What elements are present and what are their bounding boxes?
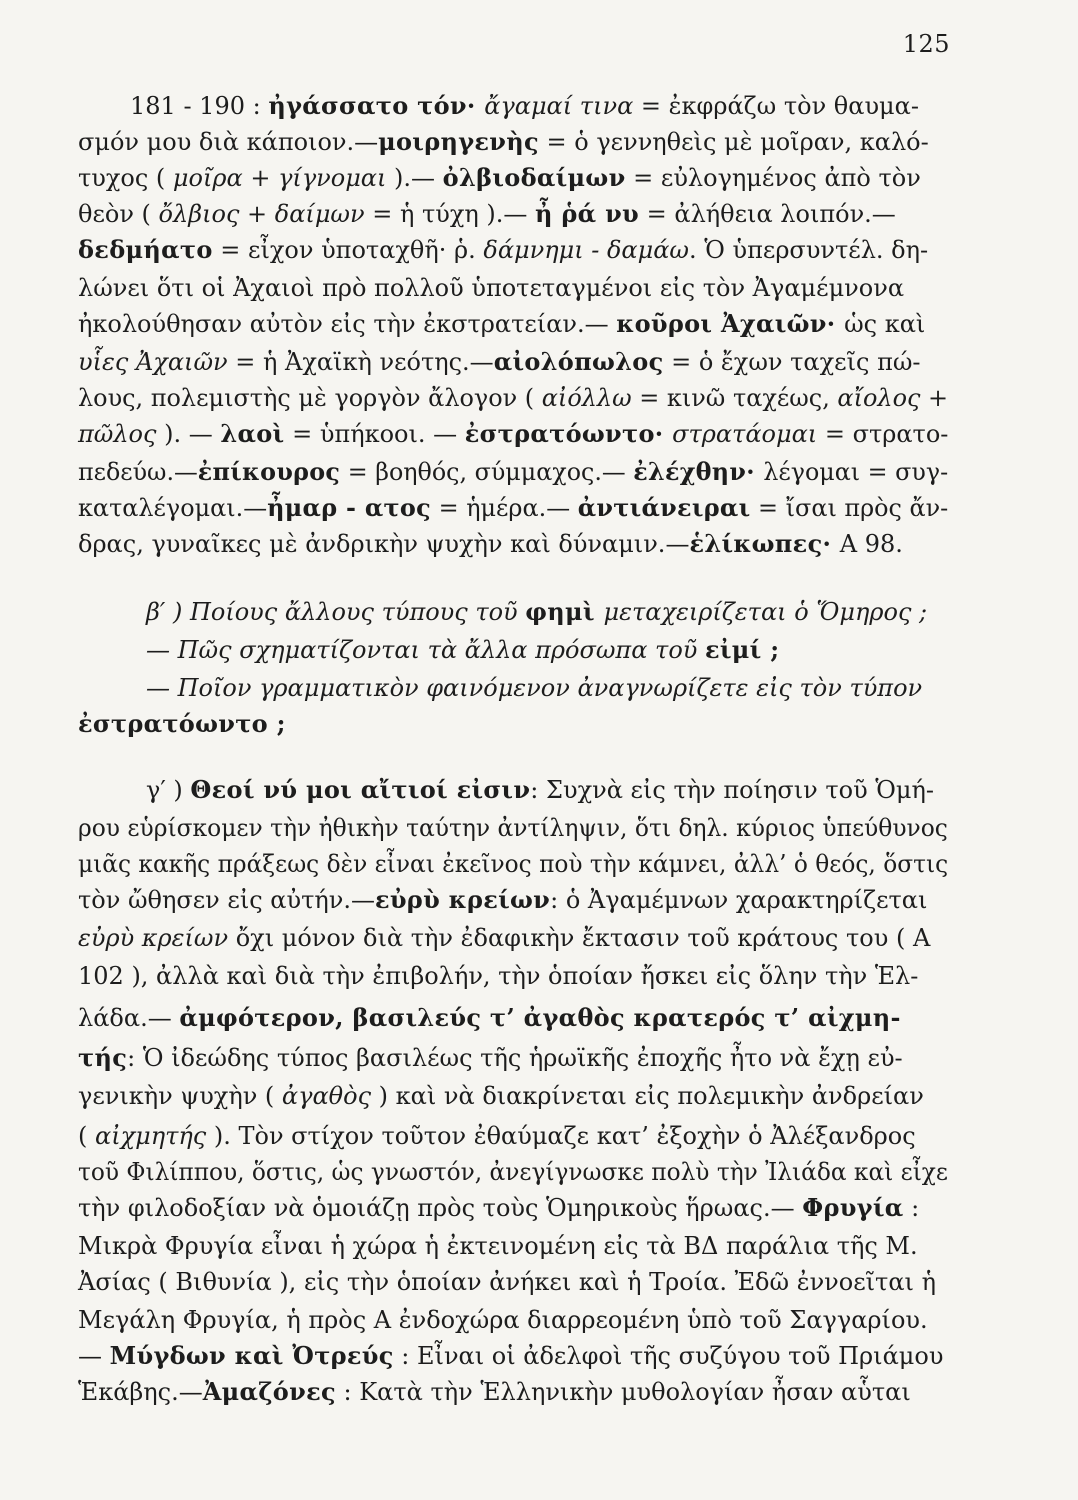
text-segment: = εὐλογημένος ἀπὸ τὸν (625, 164, 921, 192)
bold-term: τής (78, 1043, 128, 1072)
text-segment: ). — (156, 420, 221, 448)
text-line (78, 454, 948, 490)
bold-term: αἰολόπωλος (493, 347, 664, 376)
text-segment: 102 ), ἀλλὰ καὶ διὰ τὴν ἐπιβολήν, τὴν ὁποίαν ἤσκει εἰς ὅλην τὴν Ἑλ- (78, 962, 919, 990)
text-segment: ). Τὸν στίχον τοῦτον ἐθαύμαζε κατ’ ἐξοχὴν ὁ Ἀλέξανδρος (206, 1122, 916, 1150)
bold-term: Θεοί νύ μοι αἴτιοί εἰσιν (190, 775, 531, 804)
text-segment: λους, πολεμιστὴς μὲ γοργὸν ἄλογον ( (78, 384, 542, 412)
text-segment: μιᾶς κακῆς πράξεως δὲν εἶναι ἐκεῖνος ποὺ τὴν κάμνει, ἀλλ’ ὁ θεός, ὅστις (78, 850, 949, 878)
italic-text: αἴολος + (837, 384, 949, 412)
bold-term: εὐρὺ κρείων (374, 885, 551, 914)
italic-text: πῶλος (78, 420, 157, 448)
text-line (78, 160, 921, 196)
text-segment: = ἐκφράζω τὸν θαυμα- (633, 92, 919, 120)
text-segment: σμόν μου διὰ κάποιον.— (78, 128, 379, 156)
italic-text: — Ποῖον γραμματικὸν φαινόμενον ἀναγνωρίζετε εἰς τὸν τύπον (146, 674, 923, 702)
bold-term: Φρυγία (802, 1193, 904, 1222)
text-line (78, 882, 927, 918)
text-segment: ).— (386, 164, 443, 192)
italic-text: ὄλβιος + δαίμων (158, 200, 365, 228)
text-segment: θεὸν ( (78, 200, 159, 228)
text-line (146, 594, 927, 630)
text-segment: = ἡ Ἀχαϊκὴ νεότης.— (227, 348, 494, 376)
text-line (78, 344, 921, 380)
text-segment: λέγομαι = συγ- (763, 458, 949, 486)
text-line (78, 1154, 948, 1190)
bold-term: ἀντιάνειραι (577, 493, 751, 522)
bold-term: ἦμαρ - ατος (267, 493, 432, 522)
text-segment: . Ὁ ὑπερσυντέλ. δη- (689, 236, 929, 264)
bold-term: εἰμί ; (704, 635, 780, 664)
text-segment: = στρατο- (817, 420, 949, 448)
bold-term: Ἀμαζόνες (202, 1377, 336, 1406)
text-line (78, 306, 925, 342)
text-line (78, 124, 929, 160)
bold-term: μοιρηγενὴς (378, 127, 539, 156)
text-line (78, 380, 948, 416)
text-segment: = ἡμέρα.— (431, 494, 578, 522)
text-line (78, 416, 948, 452)
text-segment: : Ὁ ἰδεώδης τύπος βασιλέως τῆς ἡρωϊκῆς ἐποχῆς ἦτο νὰ ἔχῃ εὐ- (127, 1044, 903, 1072)
text-segment: : Εἶναι οἱ ἀδελφοὶ τῆς συζύγου τοῦ Πριάμου (393, 1342, 944, 1370)
text-segment: πεδεύω.— (78, 458, 198, 486)
text-segment: = κινῶ ταχέως, (631, 384, 838, 412)
text-segment: ἠκολούθησαν αὐτὸν εἰς τὴν ἐκστρατείαν.— (78, 310, 617, 338)
bold-term: λαοὶ (220, 419, 285, 448)
text-segment: = ὁ ἔχων ταχεῖς πώ- (663, 348, 921, 376)
text-line (146, 670, 922, 706)
italic-text: μοῖρα + γίγνομαι (172, 164, 387, 192)
text-line (78, 1374, 911, 1410)
text-segment: : (903, 1194, 920, 1222)
text-segment: ( (78, 1122, 95, 1150)
italic-text: δάμνημι - δαμάω (483, 236, 690, 264)
bold-term: ἦ ῥά νυ (535, 199, 639, 228)
text-segment: καταλέγομαι.— (78, 494, 268, 522)
text-line (78, 958, 918, 994)
text-segment: τυχος ( (78, 164, 173, 192)
bold-term: ἀμφότερον, βασιλεύς τ’ ἀγαθὸς κρατερός τ’ αἰχμη- (179, 1003, 901, 1032)
text-segment: γενικὴν ψυχὴν ( (78, 1082, 282, 1110)
italic-text: ἀγαθὸς (281, 1082, 372, 1110)
text-line (78, 1040, 903, 1076)
text-segment: τοῦ Φιλίππου, ὅστις, ὡς γνωστόν, ἀνεγίγνωσκε πολὺ τὴν Ἰλιάδα καὶ εἶχε (78, 1158, 948, 1186)
text-line (146, 772, 934, 808)
text-segment: τὸν ὤθησεν εἰς αὐτήν.— (78, 886, 375, 914)
text-line (78, 1228, 918, 1264)
text-line (78, 810, 948, 846)
text-segment: : Συχνὰ εἰς τὴν ποίησιν τοῦ Ὁμή- (530, 776, 935, 804)
bold-term: ἐστρατόωντο· (464, 419, 673, 448)
italic-text: — Πῶς σχηματίζονται τὰ ἄλλα πρόσωπα τοῦ (146, 636, 705, 664)
text-line (78, 1190, 919, 1226)
text-line (78, 196, 896, 232)
text-segment: = ἴσαι πρὸς ἄν- (750, 494, 949, 522)
text-line (78, 846, 948, 882)
italic-text: εὐρὺ κρείων (78, 924, 229, 952)
text-line (78, 526, 903, 562)
text-segment: Α 98. (839, 530, 903, 558)
text-segment: = βοηθός, σύμμαχος.— (340, 458, 634, 486)
italic-text: β′ ) Ποίους ἄλλους τύπους τοῦ (146, 598, 526, 626)
text-segment: = ἡ τύχη ).— (364, 200, 535, 228)
text-line (78, 1078, 924, 1114)
text-segment: Μικρὰ Φρυγία εἶναι ἡ χώρα ἡ ἐκτεινομένη εἰς τὰ ΒΔ παράλια τῆς Μ. (78, 1232, 918, 1260)
text-segment: : Κατὰ τὴν Ἑλληνικὴν μυθολογίαν ἦσαν αὗται (335, 1378, 911, 1406)
text-segment: : ὁ Ἀγαμέμνων χαρακτηρίζεται (550, 886, 928, 914)
bold-term: Μύγδων καὶ Ὀτρεύς (109, 1341, 394, 1370)
italic-text: μεταχειρίζεται ὁ Ὅμηρος ; (603, 598, 928, 626)
text-segment: 181 - 190 : (130, 92, 269, 120)
italic-text: ἄγαμαί τινα (484, 92, 634, 120)
text-segment: ρου εὑρίσκομεν τὴν ἠθικὴν ταύτην ἀντίληψιν, ὅτι δηλ. κύριος ὑπεύθυνος (78, 814, 948, 842)
text-line (78, 920, 930, 956)
bold-term: κοῦροι Ἀχαιῶν· (616, 309, 845, 338)
text-segment: Ἀσίας ( Βιθυνία ), εἰς τὴν ὁποίαν ἀνήκει καὶ ἡ Τροία. Ἐδῶ ἐννοεῖται ἡ (78, 1268, 936, 1296)
page-number: 125 (902, 30, 950, 58)
text-segment: — (78, 1342, 110, 1370)
text-line (78, 1302, 928, 1338)
text-segment: ὄχι μόνον διὰ τὴν ἐδαφικὴν ἔκτασιν τοῦ κράτους του ( Α (228, 924, 931, 952)
text-line (78, 490, 948, 526)
bold-term: ἑλίκωπες· (689, 529, 840, 558)
text-line (78, 1000, 901, 1036)
text-segment: Ἑκάβης.— (78, 1378, 203, 1406)
text-line (78, 1264, 936, 1300)
text-segment: λώνει ὅτι οἱ Ἀχαιοὶ πρὸ πολλοῦ ὑποτεταγμένοι εἰς τὸν Ἀγαμέμνονα (78, 274, 905, 302)
text-segment: δρας, γυναῖκες μὲ ἀνδρικὴν ψυχὴν καὶ δύναμιν.— (78, 530, 690, 558)
text-line (130, 88, 919, 124)
text-segment: = ὁ γεννηθεὶς μὲ μοῖραν, καλό- (538, 128, 929, 156)
text-segment: γ′ ) (146, 776, 191, 804)
italic-text: αἰχμητής (95, 1122, 207, 1150)
bold-term: ἐστρατόωντο ; (78, 709, 286, 738)
text-line (78, 706, 286, 742)
text-line (146, 632, 779, 668)
text-line (78, 1118, 916, 1154)
italic-text: υἷες Ἀχαιῶν (78, 348, 228, 376)
text-segment: ) καὶ νὰ διακρίνεται εἰς πολεμικὴν ἀνδρείαν (371, 1082, 924, 1110)
text-segment: λάδα.— (78, 1004, 180, 1032)
bold-term: ἐπίκουρος (197, 457, 341, 486)
bold-term: φημὶ (525, 597, 604, 626)
bold-term: ὀλβιοδαίμων (442, 163, 626, 192)
text-segment: ὡς καὶ (844, 310, 926, 338)
text-line (78, 1338, 943, 1374)
text-segment: Μεγάλη Φρυγία, ἡ πρὸς Α ἐνδοχώρα διαρρεομένη ὑπὸ τοῦ Σαγγαρίου. (78, 1306, 928, 1334)
text-segment: = εἶχον ὑποταχθῆ· ῥ. (212, 236, 484, 264)
text-segment: = ὑπήκοοι. — (284, 420, 465, 448)
bold-term: ἠγάσσατο τόν· (268, 91, 485, 120)
text-segment: τὴν φιλοδοξίαν νὰ ὁμοιάζῃ πρὸς τοὺς Ὁμηρικοὺς ἥρωας.— (78, 1194, 803, 1222)
italic-text: αἰόλλω (541, 384, 632, 412)
italic-text: στρατάομαι (672, 420, 818, 448)
text-line (78, 270, 904, 306)
text-line (78, 232, 928, 268)
bold-term: ἐλέχθην· (633, 457, 764, 486)
text-segment: = ἀλήθεια λοιπόν.— (639, 200, 896, 228)
bold-term: δεδμήατο (78, 235, 213, 264)
